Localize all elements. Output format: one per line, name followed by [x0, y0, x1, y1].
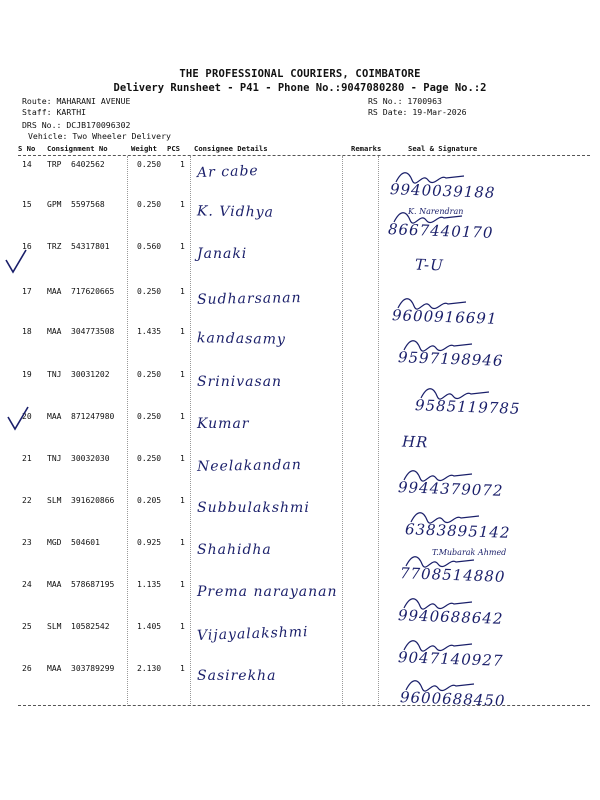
consignment-code: MAA	[47, 412, 62, 421]
row-weight: 0.205	[137, 496, 162, 505]
seal-note-handwritten: K. Narendran	[408, 207, 464, 216]
consignment-code: TNJ	[47, 370, 62, 379]
consignee-handwritten: Prema narayanan	[197, 584, 338, 600]
seal-signature-handwritten: 8667440170	[387, 220, 494, 242]
consignee-handwritten: Neelakandan	[196, 457, 302, 475]
row-weight: 1.135	[137, 580, 162, 589]
signature-scribble	[419, 384, 499, 402]
row-sno: 24	[22, 580, 32, 589]
consignee-handwritten: K. Vidhya	[196, 203, 275, 221]
signature-scribble	[404, 676, 484, 694]
table-row	[18, 408, 588, 446]
route-text: Route: MAHARANI AVENUE	[22, 96, 131, 106]
vehicle-text: Vehicle: Two Wheeler Delivery	[28, 131, 171, 141]
row-weight: 0.250	[137, 160, 162, 169]
rs-no-text: RS No.: 1700963	[368, 96, 442, 106]
row-pcs: 1	[180, 664, 185, 673]
consignment-number: 304773508	[71, 327, 115, 336]
consignment-code: SLM	[47, 496, 62, 505]
consignee-handwritten: Subbulakshmi	[197, 500, 310, 516]
consignment-number: 504601	[71, 538, 100, 547]
consignment-number: 391620866	[71, 496, 115, 505]
row-sno: 21	[22, 454, 32, 463]
signature-scribble	[409, 508, 489, 526]
row-weight: 0.250	[137, 287, 162, 296]
row-pcs: 1	[180, 327, 185, 336]
consignment-code: SLM	[47, 622, 62, 631]
consignment-number: 5597568	[71, 200, 105, 209]
row-sno: 15	[22, 200, 32, 209]
row-sno: 17	[22, 287, 32, 296]
consignee-handwritten: Shahidha	[197, 542, 272, 558]
row-pcs: 1	[180, 538, 185, 547]
row-sno: 22	[22, 496, 32, 505]
table-row	[18, 283, 588, 321]
row-sno: 23	[22, 538, 32, 547]
signature-scribble	[394, 168, 474, 186]
consignment-number: 54317801	[71, 242, 110, 251]
row-sno: 20	[22, 412, 32, 421]
col-sno: S No	[18, 144, 36, 153]
consignment-code: MGD	[47, 538, 62, 547]
row-weight: 0.250	[137, 412, 162, 421]
row-pcs: 1	[180, 160, 185, 169]
seal-signature-handwritten: 9600688450	[399, 688, 506, 710]
row-sno: 16	[22, 242, 32, 251]
row-weight: 1.405	[137, 622, 162, 631]
row-weight: 1.435	[137, 327, 162, 336]
consignee-handwritten: Sudharsanan	[196, 290, 302, 308]
consignment-code: TRP	[47, 160, 62, 169]
seal-signature-handwritten: T-U	[414, 255, 445, 275]
runsheet-title: Delivery Runsheet - P41 - Phone No.:9047080280 - Page No.:2	[113, 82, 487, 94]
consignee-handwritten: Ar cabe	[196, 162, 259, 182]
consignment-code: GPM	[47, 200, 62, 209]
row-pcs: 1	[180, 370, 185, 379]
seal-signature-handwritten: 6383895142	[404, 520, 511, 542]
row-pcs: 1	[180, 622, 185, 631]
row-pcs: 1	[180, 242, 185, 251]
rs-date-text: RS Date: 19-Mar-2026	[368, 107, 467, 117]
row-weight: 2.130	[137, 664, 162, 673]
table-row	[18, 196, 588, 234]
signature-scribble	[392, 208, 472, 226]
seal-signature-handwritten: 9597198946	[397, 348, 504, 370]
row-sno: 18	[22, 327, 32, 336]
consignee-handwritten: Kumar	[197, 416, 250, 432]
consignment-number: 30031202	[71, 370, 110, 379]
consignment-number: 30032030	[71, 454, 110, 463]
row-pcs: 1	[180, 412, 185, 421]
signature-scribble	[402, 636, 482, 654]
consignee-handwritten: Janaki	[197, 246, 248, 262]
row-pcs: 1	[180, 287, 185, 296]
col-consignee: Consignee Details	[194, 144, 268, 153]
col-seal: Seal & Signature	[408, 144, 478, 153]
signature-scribble	[402, 594, 482, 612]
signature-scribble	[404, 552, 484, 570]
consignment-code: MAA	[47, 664, 62, 673]
checkmark-icon	[6, 405, 30, 431]
drs-text: DRS No.: DCJB170096302	[22, 120, 131, 130]
consignment-code: TNJ	[47, 454, 62, 463]
row-sno: 19	[22, 370, 32, 379]
row-pcs: 1	[180, 200, 185, 209]
consignee-handwritten: Vijayalakshmi	[196, 624, 309, 644]
seal-signature-handwritten: 9600916691	[391, 306, 498, 328]
consignment-code: MAA	[47, 287, 62, 296]
consignment-number: 578687195	[71, 580, 115, 589]
seal-note-handwritten: T.Mubarak Ahmed	[432, 548, 507, 557]
company-title: THE PROFESSIONAL COURIERS, COIMBATORE	[179, 68, 421, 80]
consignment-number: 871247980	[71, 412, 115, 421]
table-row	[18, 238, 588, 276]
seal-signature-handwritten: 9585119785	[414, 396, 521, 418]
col-remarks: Remarks	[351, 144, 382, 153]
signature-scribble	[402, 466, 482, 484]
seal-signature-handwritten: 9047140927	[397, 648, 504, 670]
seal-signature-handwritten: 9940688642	[397, 606, 504, 628]
seal-signature-handwritten: 9940039188	[389, 180, 496, 202]
consignment-code: MAA	[47, 580, 62, 589]
consignment-number: 10582542	[71, 622, 110, 631]
row-weight: 0.250	[137, 454, 162, 463]
row-weight: 0.925	[137, 538, 162, 547]
consignment-number: 6402562	[71, 160, 105, 169]
staff-text: Staff: KARTHI	[22, 107, 87, 117]
row-pcs: 1	[180, 580, 185, 589]
row-weight: 0.250	[137, 200, 162, 209]
signature-scribble	[396, 294, 476, 312]
seal-signature-handwritten: HR	[401, 432, 429, 452]
col-consignment: Consignment No	[47, 144, 108, 153]
consignment-number: 303789299	[71, 664, 115, 673]
row-sno: 14	[22, 160, 32, 169]
consignment-code: MAA	[47, 327, 62, 336]
col-pcs: PCS	[167, 144, 180, 153]
row-sno: 25	[22, 622, 32, 631]
row-pcs: 1	[180, 454, 185, 463]
table-bottom-divider	[18, 705, 590, 706]
col-weight: Weight	[131, 144, 157, 153]
consignment-code: TRZ	[47, 242, 62, 251]
row-sno: 26	[22, 664, 32, 673]
row-weight: 0.250	[137, 370, 162, 379]
consignee-handwritten: Sasirekha	[197, 668, 277, 684]
table-row	[18, 156, 588, 194]
seal-signature-handwritten: 7708514880	[399, 564, 506, 586]
seal-signature-handwritten: 9944379072	[397, 478, 504, 500]
signature-scribble	[402, 336, 482, 354]
consignee-handwritten: Srinivasan	[197, 374, 283, 390]
row-weight: 0.560	[137, 242, 162, 251]
row-pcs: 1	[180, 496, 185, 505]
consignee-handwritten: kandasamy	[196, 330, 287, 348]
consignment-number: 717620665	[71, 287, 115, 296]
checkmark-icon	[4, 248, 28, 274]
